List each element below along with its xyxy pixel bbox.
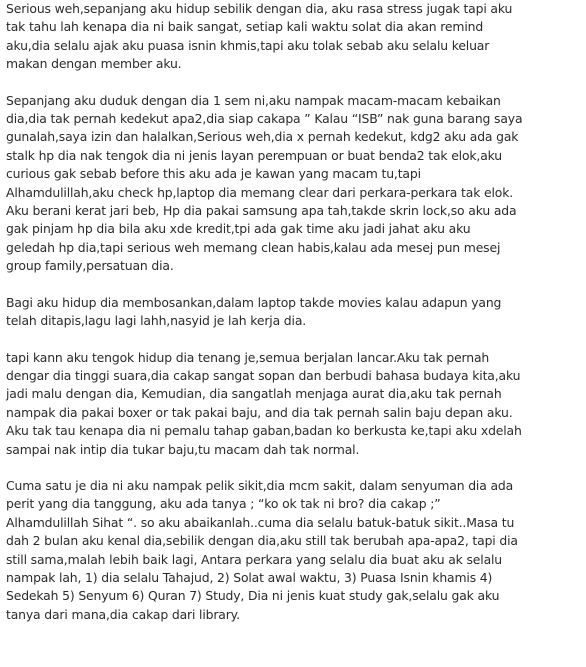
text-line: curious gak sebab before this aku ada je kawan yang macam tu,tapi xyxy=(6,166,421,182)
text-line: telah ditapis,lagu lagi lahh,nasyid je lah kerja dia. xyxy=(6,313,307,329)
text-line: gak pinjam hp dia bila aku xde kredit,tpi ada gak time aku jadi jahat aku aku xyxy=(6,221,471,237)
text-line: sampai nak intip dia tukar baju,tu macam dah tak normal. xyxy=(6,441,360,457)
text-line: tanya dari mana,dia cakap dari library. xyxy=(6,606,240,622)
text-line: nampak lah, 1) dia selalu Tahajud, 2) Solat awal waktu, 3) Puasa Isnin khamis 4) xyxy=(6,569,493,585)
text-line: Alhamdulillah,aku check hp,laptop dia memang clear dari perkara-perkara tak elok. xyxy=(6,184,514,200)
paragraph-2 xyxy=(6,92,578,276)
text-line: Aku berani kerat jari beb, Hp dia pakai samsung apa tah,takde skrin lock,so aku ada xyxy=(6,203,517,219)
text-line: Alhamdulillah Sihat “. so aku abaikanlah..cuma dia selalu batuk-batuk sikit..Masa tu xyxy=(6,514,515,530)
text-line: jadi malu dengan dia, Kemudian, dia sangatlah menjaga aurat dia,aku tak pernah xyxy=(6,386,502,402)
text-line: still sama,malah lebih baik lagi, Antara perkara yang selalu dia buat aku ak selalu xyxy=(6,551,503,567)
text-line: tak tahu lah kenapa dia ni baik sangat, setiap kali waktu solat dia akan remind xyxy=(6,19,484,35)
text-line: tapi kann aku tengok hidup dia tenang je,semua berjalan lancar.Aku tak pernah xyxy=(6,349,490,365)
text-line: geledah hp dia,tapi serious weh memang clean habis,kalau ada mesej pun mesej xyxy=(6,239,501,255)
text-line: perit yang dia tanggung, aku ada tanya ; “ko ok tak ni bro? dia cakap ;” xyxy=(6,496,441,512)
paragraph-1 xyxy=(6,0,578,74)
text-line: gunalah,saya izin dan halalkan,Serious weh,dia x pernah kedekut, kdg2 aku ada gak xyxy=(6,129,519,145)
text-line: Sepanjang aku duduk dengan dia 1 sem ni,aku nampak macam-macam kebaikan xyxy=(6,92,501,108)
text-line: makan dengan member aku. xyxy=(6,56,182,72)
paragraph-5 xyxy=(6,477,578,624)
text-line: nampak dia pakai boxer or tak pakai baju, and dia tak pernah salin baju depan aku. xyxy=(6,404,513,420)
text-line: dah 2 bulan aku kenal dia,sebilik dengan dia,aku still tak berubah apa-apa2, tapi dia xyxy=(6,533,518,549)
text-line: Sedekah 5) Senyum 6) Quran 7) Study, Dia ni jenis kuat study gak,selalu gak aku xyxy=(6,588,500,604)
text-line: stalk hp dia nak tengok dia ni jenis layan perempuan or buat benda2 tak elok,aku xyxy=(6,147,503,163)
text-line: group family,persatuan dia. xyxy=(6,258,174,274)
text-line: aku,dia selalu ajak aku puasa isnin khmis,tapi aku tolak sebab aku selalu keluar xyxy=(6,37,490,53)
paragraph-3 xyxy=(6,294,578,331)
text-line: Serious weh,sepanjang aku hidup sebilik dengan dia, aku rasa stress jugak tapi aku xyxy=(6,1,513,16)
text-line: dia,dia tak pernah kedekut apa2,dia siap cakapa ” Kalau “ISB” nak guna barang saya xyxy=(6,111,523,127)
paragraph-4 xyxy=(6,349,578,459)
text-line: Aku tak tau kenapa dia ni pemalu tahap gaban,badan ko berkusta ke,tapi aku xdelah xyxy=(6,423,522,439)
text-line: Cuma satu je dia ni aku nampak pelik sikit,dia mcm sakit, dalam senyuman dia ada xyxy=(6,477,514,493)
text-line: dengar dia tinggi suara,dia cakap sangat sopan dan berbudi bahasa budaya kita,aku xyxy=(6,367,521,383)
text-line: Bagi aku hidup dia membosankan,dalam laptop takde movies kalau adapun yang xyxy=(6,294,502,310)
